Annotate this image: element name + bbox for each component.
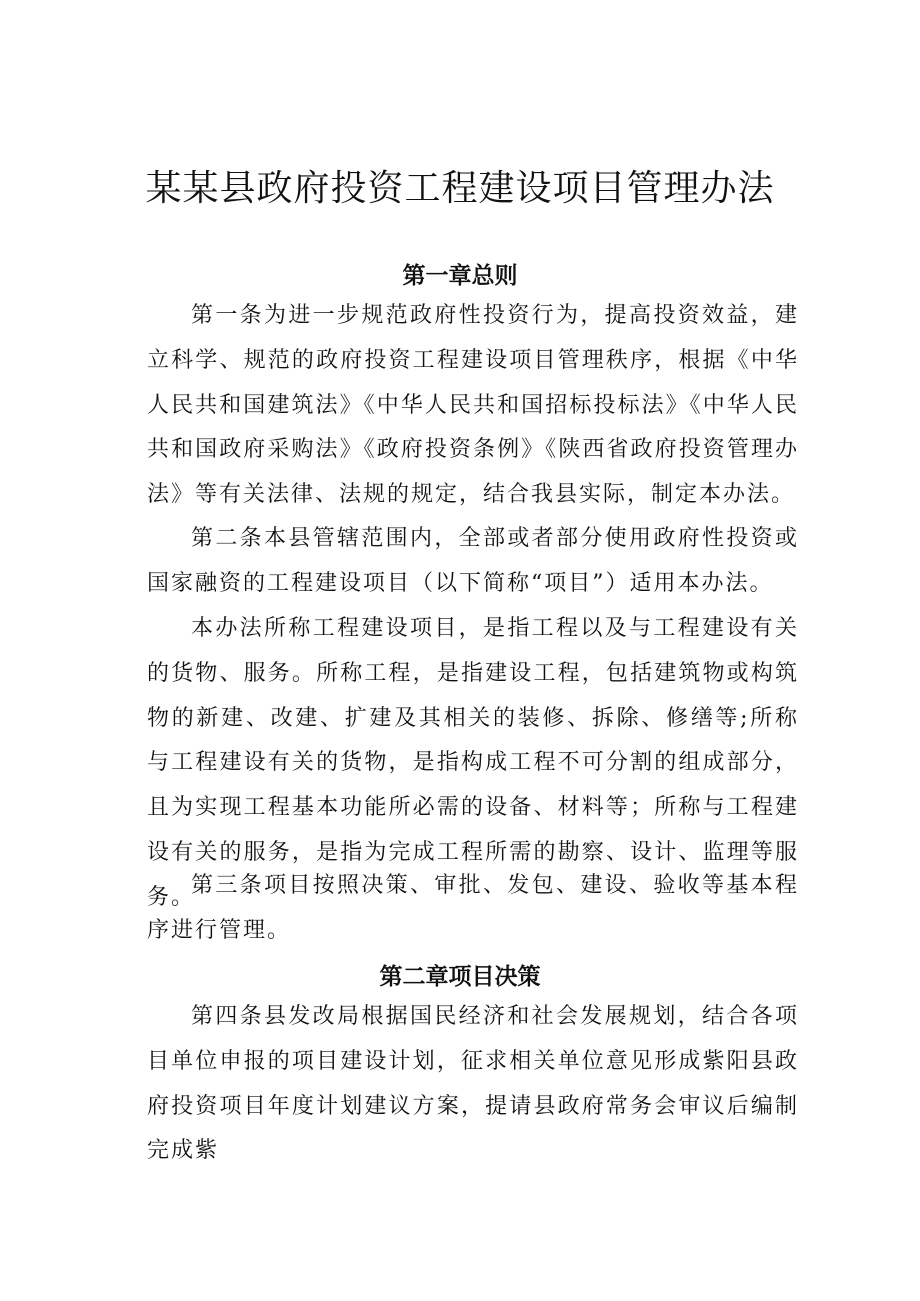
article-2-note-paragraph: 本办法所称工程建设项目，是指工程以及与工程建设有关的货物、服务。所称工程，是指建设工程，包括建筑物或构筑物的新建、改建、扩建及其相关的装修、拆除、修缮等;所称与工程建设有关的货物，是指构成工程不可分割的组成部分，且为实现工程基本功能所必需的设备、材料等；所称与工程建设有关的服务，是指为完成工程所需的勘察、设计、监理等服务。 xyxy=(147,616,799,910)
chapter-heading-2: 第二章项目决策 xyxy=(379,964,541,990)
article-4-paragraph: 第四条县发改局根据国民经济和社会发展规划，结合各项目单位申报的项目建设计划，征求相关单位意见形成紫阳县政府投资项目年度计划建议方案，提请县政府常务会审议后编制完成紫 xyxy=(147,1004,799,1164)
article-2-paragraph: 第二条本县管辖范围内，全部或者部分使用政府性投资或国家融资的工程建设项目（以下简称“项目”）适用本办法。 xyxy=(147,526,799,596)
chapter-heading-1: 第一章总则 xyxy=(402,263,518,289)
article-1-paragraph: 第一条为进一步规范政府性投资行为，提高投资效益，建立科学、规范的政府投资工程建设项目管理秩序，根据《中华人民共和国建筑法》《中华人民共和国招标投标法》《中华人民共和国政府采购法》《政府投资条例》《陕西省政府投资管理办法》等有关法律、法规的规定，结合我县实际，制定本办法。 xyxy=(147,303,799,508)
article-3-paragraph: 第三条项目按照决策、审批、发包、建设、验收等基本程序进行管理。 xyxy=(147,873,799,943)
document-title: 某某县政府投资工程建设项目管理办法 xyxy=(145,168,775,209)
